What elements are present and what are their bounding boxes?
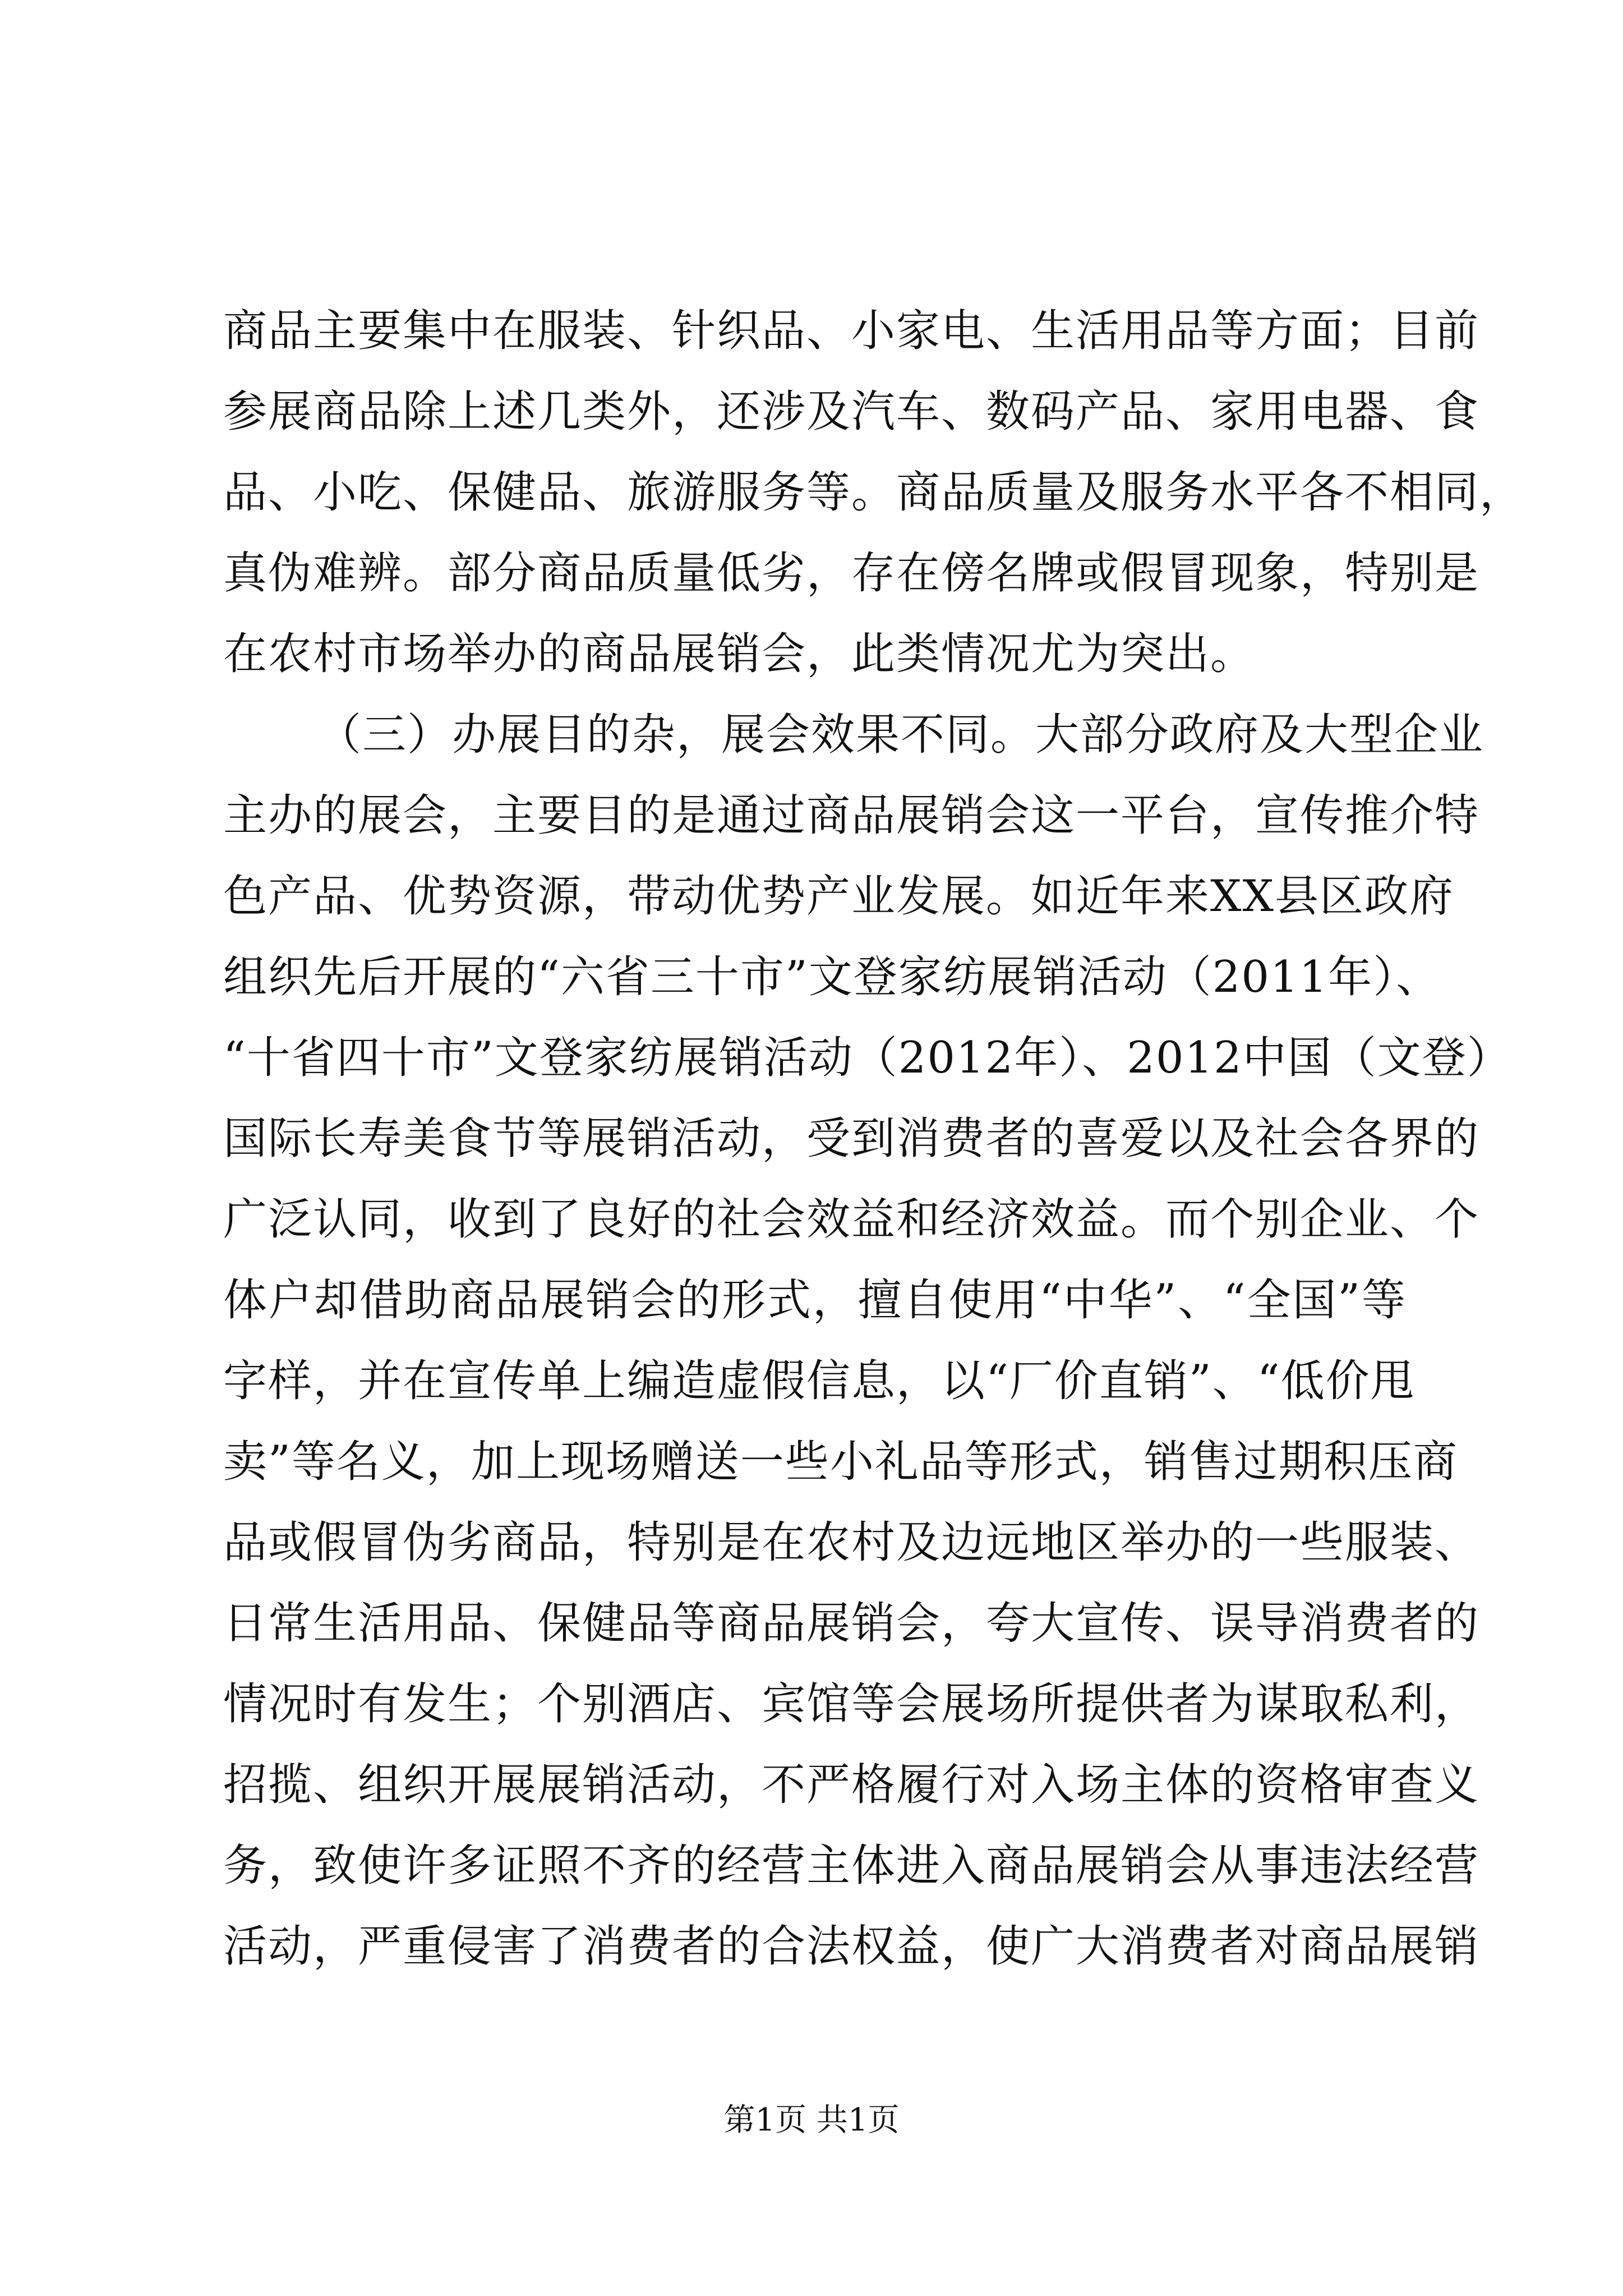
text-line: 品或假冒伪劣商品，特别是在农村及边远地区举办的一些服装、 <box>223 1517 1480 1568</box>
document-body <box>223 291 1525 1987</box>
text-line: 国际长寿美食节等展销活动，受到消费者的喜爱以及社会各界的 <box>223 1114 1480 1164</box>
text-line: 参展商品除上述几类外，还涉及汽车、数码产品、家用电器、食 <box>223 386 1480 437</box>
page-footer: 第1页 共1页 <box>723 2102 900 2138</box>
text-line: 组织先后开展的“六省三十市”文登家纺展销活动（2011年）、 <box>223 952 1441 1002</box>
text-line: 卖”等名义，加上现场赠送一些小礼品等形式，销售过期积压商 <box>223 1437 1458 1487</box>
text-line: 主办的展会，主要目的是通过商品展销会这一平台，宣传推介特 <box>223 790 1480 841</box>
text-line: 字样，并在宣传单上编造虚假信息，以“厂价直销”、“低价甩 <box>223 1356 1415 1406</box>
text-line: “十省四十市”文登家纺展销活动（2012年）、2012中国（文登） <box>223 1033 1512 1083</box>
text-line: 招揽、组织开展展销活动，不严格履行对入场主体的资格审查义 <box>223 1760 1480 1810</box>
text-line: 在农村市场举办的商品展销会，此类情况尤为突出。 <box>223 629 1256 679</box>
text-line: 真伪难辨。部分商品质量低劣，存在傍名牌或假冒现象，特别是 <box>223 548 1480 599</box>
text-line: 体户却借助商品展销会的形式，擅自使用“中华”、“全国”等 <box>223 1275 1407 1326</box>
text-line: 广泛认同，收到了良好的社会效益和经济效益。而个别企业、个 <box>223 1194 1480 1245</box>
text-line: （三）办展目的杂，展会效果不同。大部分政府及大型企业 <box>317 710 1484 760</box>
text-line: 情况时有发生；个别酒店、宾馆等会展场所提供者为谋取私利， <box>223 1679 1480 1729</box>
text-line: 活动，严重侵害了消费者的合法权益，使广大消费者对商品展销 <box>223 1921 1480 1972</box>
text-line: 日常生活用品、保健品等商品展销会，夸大宣传、误导消费者的 <box>223 1598 1480 1649</box>
text-line: 品、小吃、保健品、旅游服务等。商品质量及服务水平各不相同， <box>223 467 1525 518</box>
text-line: 色产品、优势资源，带动优势产业发展。如近年来XX县区政府 <box>223 871 1455 922</box>
text-line: 务，致使许多证照不齐的经营主体进入商品展销会从事违法经营 <box>223 1841 1480 1891</box>
text-line: 商品主要集中在服装、针织品、小家电、生活用品等方面；目前 <box>223 306 1480 356</box>
